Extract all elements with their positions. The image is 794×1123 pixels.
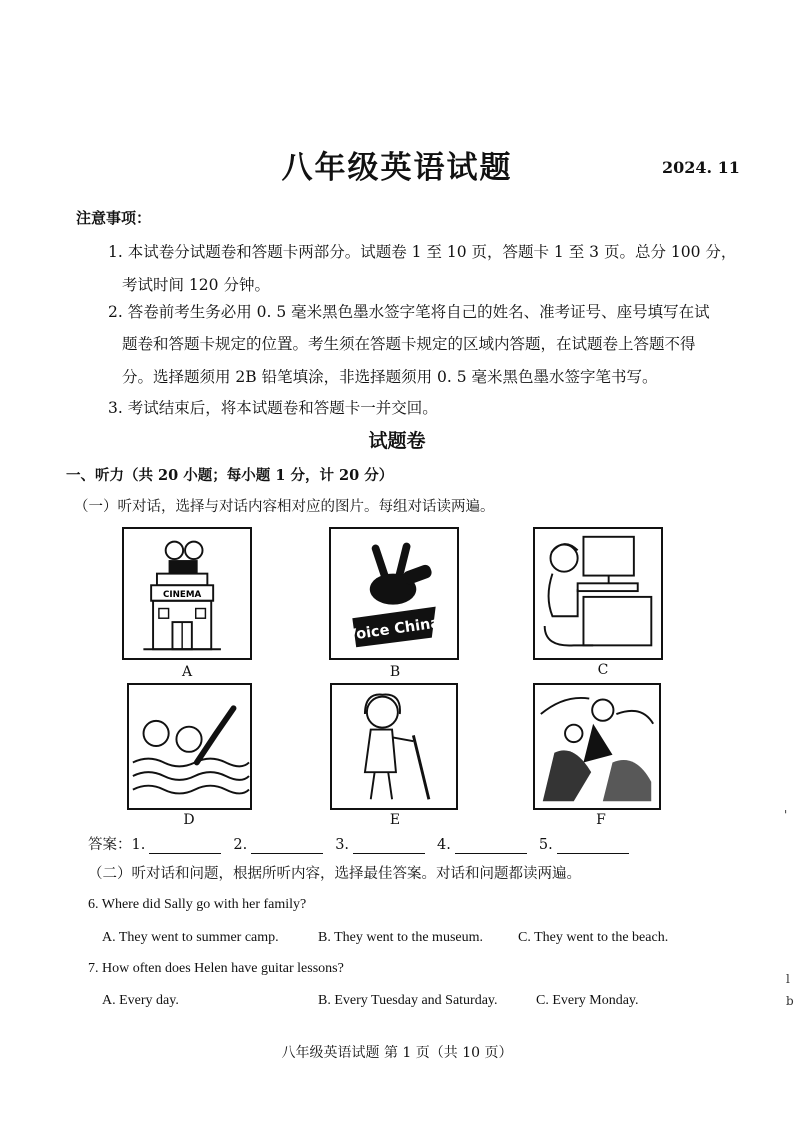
voice-china-logo-text: Voice China <box>344 615 442 645</box>
picture-e-girl-cane <box>330 683 458 810</box>
question-7-option-a: A. Every day. <box>102 993 179 1008</box>
edge-mark-3: b <box>786 994 794 1008</box>
girl-with-crutch-illustration <box>332 685 456 808</box>
answer-5-number: 5. <box>538 837 553 853</box>
part1-sub1-instruction: （一）听对话，选择与对话内容相对应的图片。每组对话读两遍。 <box>74 499 495 515</box>
picture-b-label: B <box>389 664 401 680</box>
hikers-illustration <box>535 685 659 808</box>
part1-sub2-instruction: （二）听对话和问题，根据所听内容，选择最佳答案。对话和问题都读两遍。 <box>88 866 581 882</box>
question-7: 7. How often does Helen have guitar lessons? <box>88 961 344 976</box>
answer-4-blank[interactable] <box>455 839 527 854</box>
picture-f-label: F <box>596 812 606 828</box>
answer-4-number: 4. <box>437 837 451 853</box>
part1-title: 一、听力（共 20 小题；每小题 1 分，计 20 分） <box>66 467 394 484</box>
microphone-hand-illustration <box>331 529 457 658</box>
page-title: 八年级英语试题 <box>281 150 513 186</box>
edge-mark-2: l <box>786 972 790 986</box>
question-6-option-a: A. They went to summer camp. <box>102 930 279 945</box>
notice-item-1-line1: 1. 本试卷分试题卷和答题卡两部分。试题卷 1 至 10 页，答题卡 1 至 3 页。总分 100 分， <box>108 243 737 261</box>
picture-d-label: D <box>183 812 195 828</box>
answer-1-blank[interactable] <box>149 839 221 854</box>
picture-e-label: E <box>389 812 401 828</box>
notice-item-2-line1: 2. 答卷前考生务必用 0. 5 毫米黑色墨水签字笔将自己的姓名、准考证号、座号填写在试 <box>108 303 710 321</box>
picture-c-computer <box>533 527 663 660</box>
question-6: 6. Where did Sally go with her family? <box>88 897 307 912</box>
answers-prefix: 答案： <box>88 837 132 853</box>
edge-mark-1: ' <box>784 808 788 822</box>
question-7-option-b: B. Every Tuesday and Saturday. <box>318 993 498 1008</box>
cinema-illustration <box>124 529 250 658</box>
picture-b-voice-of-china <box>329 527 459 660</box>
notice-item-2-line2: 题卷和答题卡规定的位置。考生须在答题卡规定的区域内答题，在试题卷上答题不得 <box>122 335 696 353</box>
picture-d-swimming <box>127 683 252 810</box>
answer-blanks <box>88 833 641 854</box>
picture-c-label: C <box>597 662 609 678</box>
question-7-option-c: C. Every Monday. <box>536 993 639 1008</box>
answer-1-number: 1. <box>131 837 146 853</box>
question-6-option-b: B. They went to the museum. <box>318 930 483 945</box>
answer-5-blank[interactable] <box>557 839 629 854</box>
picture-a-label: A <box>181 664 193 680</box>
picture-a-cinema <box>122 527 252 660</box>
exam-date: 2024. 11 <box>662 158 740 177</box>
question-6-option-c: C. They went to the beach. <box>518 930 669 945</box>
swimmers-illustration <box>129 685 250 808</box>
picture-f-hiking <box>533 683 661 810</box>
notice-item-1-line2: 考试时间 120 分钟。 <box>122 276 270 294</box>
answer-2-number: 2. <box>233 837 248 853</box>
answer-3-blank[interactable] <box>353 839 425 854</box>
boy-computer-illustration <box>535 529 661 658</box>
answer-3-number: 3. <box>335 837 350 853</box>
notice-item-2-line3: 分。选择题须用 2B 铅笔填涂，非选择题须用 0. 5 毫米黑色墨水签字笔书写。 <box>122 368 658 386</box>
page-footer: 八年级英语试题 第 1 页（共 10 页） <box>281 1045 513 1061</box>
section-title: 试题卷 <box>368 430 426 452</box>
notice-item-3-line1: 3. 考试结束后，将本试题卷和答题卡一并交回。 <box>108 399 438 417</box>
cinema-sign: CINEMA <box>162 589 202 600</box>
answer-2-blank[interactable] <box>251 839 323 854</box>
notice-heading: 注意事项： <box>76 209 152 227</box>
